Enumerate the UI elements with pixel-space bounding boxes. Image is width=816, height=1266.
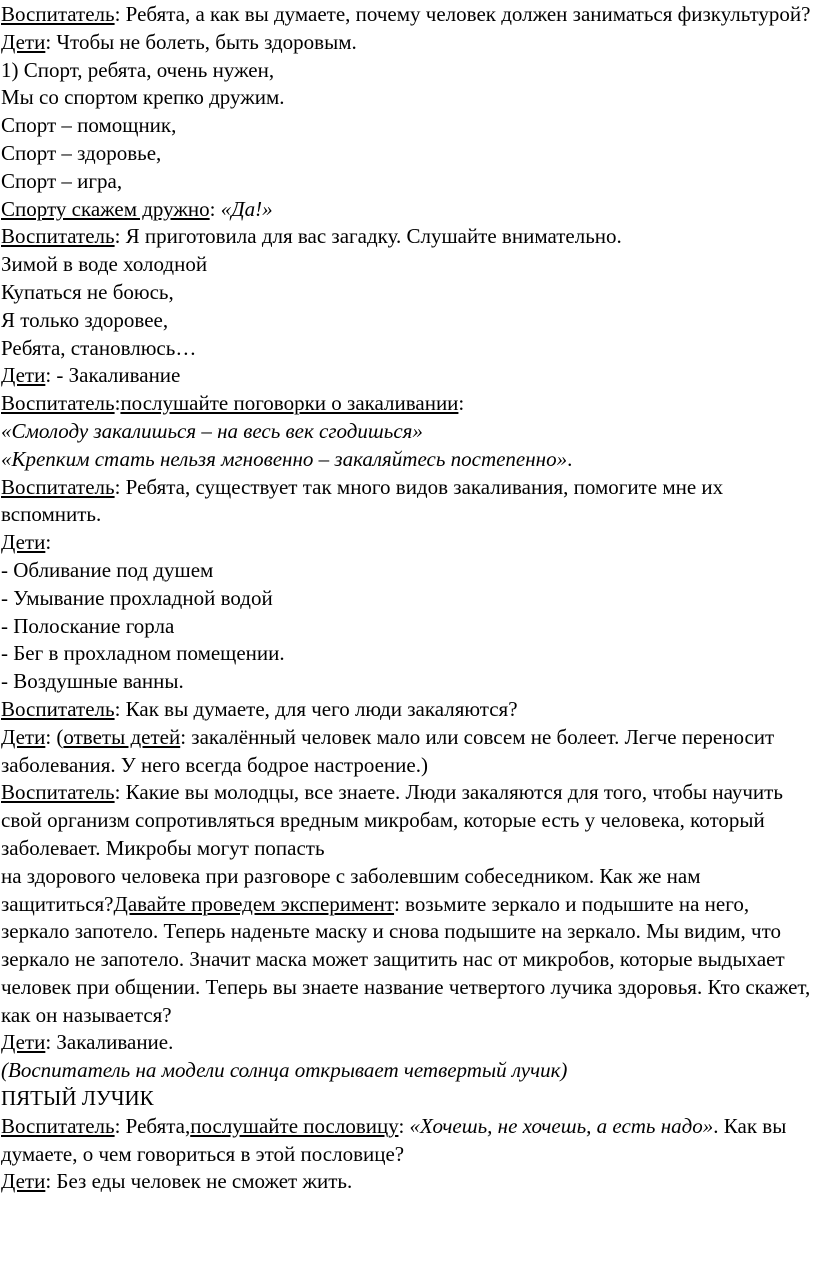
italic-text: (Воспитатель на модели солнца открывает четвертый лучик): [1, 1058, 568, 1083]
paragraph: [1, 29, 813, 57]
text-run: Ребята, становлюсь…: [1, 335, 197, 360]
paragraph: [1, 529, 813, 557]
text-run: - Обливание под душем: [1, 557, 214, 582]
text-run: ПЯТЫЙ ЛУЧИК: [1, 1086, 154, 1111]
underlined-text: Дети: [1, 363, 46, 388]
paragraph: [1, 335, 813, 363]
text-run: : Как вы думаете, для чего люди закаляются?: [114, 696, 518, 721]
text-run: :: [458, 391, 465, 416]
text-run: : Ребята, существует так много видов закаливания, помогите мне их вспомнить.: [1, 474, 724, 527]
underlined-text: Дети: [1, 1030, 46, 1055]
paragraph: [1, 668, 813, 696]
underlined-text: Воспитатель: [1, 474, 115, 499]
text-run: : (: [45, 724, 64, 749]
text-run: - Воздушные ванны.: [1, 669, 184, 694]
paragraph: [1, 251, 813, 279]
paragraph: [1, 779, 813, 862]
text-run: Спорт – игра,: [1, 168, 123, 193]
paragraph: [1, 585, 813, 613]
paragraph: [1, 390, 813, 418]
text-run: - Бег в прохладном помещении.: [1, 641, 285, 666]
paragraph: [1, 1113, 813, 1169]
italic-text: «Крепким стать нельзя мгновенно – закаляйтесь постепенно»: [1, 446, 568, 471]
underlined-text: послушайте поговорки о закаливании: [120, 391, 459, 416]
paragraph: [1, 279, 813, 307]
paragraph: [1, 863, 813, 1030]
text-run: :: [209, 196, 221, 221]
text-run: 1) Спорт, ребята, очень нужен,: [1, 57, 275, 82]
text-run: на здорового человека при разговоре с заболевшим собеседником. Как же нам защититься?: [1, 863, 701, 916]
paragraph: [1, 140, 813, 168]
underlined-text: Воспитатель: [1, 780, 115, 805]
paragraph: [1, 223, 813, 251]
paragraph: [1, 696, 813, 724]
paragraph: [1, 557, 813, 585]
text-run: Мы со спортом крепко дружим.: [1, 85, 285, 110]
underlined-text: Дети: [1, 29, 46, 54]
underlined-text: Дети: [1, 530, 46, 555]
underlined-text: Воспитатель: [1, 696, 115, 721]
text-run: .: [567, 446, 573, 471]
text-run: - Полоскание горла: [1, 613, 175, 638]
underlined-text: Дети: [1, 1169, 46, 1194]
italic-text: «Хочешь, не хочешь, а есть надо»: [409, 1113, 714, 1138]
underlined-text: Воспитатель: [1, 1113, 115, 1138]
paragraph: [1, 1, 813, 29]
underlined-text: ответы детей: [63, 724, 181, 749]
italic-text: «Смолоду закалишься – на весь век сгодишься»: [1, 418, 423, 443]
italic-text: «Да!»: [220, 196, 273, 221]
text-run: : Закаливание.: [45, 1030, 174, 1055]
paragraph: [1, 307, 813, 335]
paragraph: [1, 1029, 813, 1057]
paragraph: [1, 168, 813, 196]
paragraph: [1, 1057, 813, 1085]
paragraph: [1, 1085, 813, 1113]
underlined-text: Дети: [1, 724, 46, 749]
paragraph: [1, 112, 813, 140]
text-run: : возьмите зеркало и подышите на него, зеркало запотело. Теперь наденьте маску и снова подышите на зеркало. Мы видим, что зеркало не запотело. Значит маска может защитить нас от микробов, которые выдыхает человек при общении. Теперь вы знаете название четвертого лучика здоровья. Кто скажет, как он называется?: [1, 891, 811, 1027]
text-run: : закалённый человек мало или совсем не болеет. Легче переносит заболевания. У него всегда бодрое настроение.): [1, 724, 775, 777]
paragraph: [1, 724, 813, 780]
document-body: [1, 1, 813, 1196]
text-run: . Как вы думаете, о чем говориться в этой пословице?: [1, 1113, 787, 1166]
text-run: : Какие вы молодцы, все знаете. Люди закаляются для того, чтобы научить свой организм сопротивляться вредным микробам, которые есть у человека, который заболевает. Микробы могут попасть: [1, 780, 783, 860]
text-run: : Ребята,: [114, 1113, 191, 1138]
text-run: : Ребята, а как вы думаете, почему человек должен заниматься физкультурой?: [114, 2, 811, 26]
text-run: Спорт – помощник,: [1, 113, 177, 138]
paragraph: [1, 84, 813, 112]
paragraph: [1, 613, 813, 641]
paragraph: [1, 446, 813, 474]
text-run: Я только здоровее,: [1, 307, 169, 332]
underlined-text: Воспитатель: [1, 2, 115, 26]
text-run: :: [45, 530, 52, 555]
text-run: :: [398, 1113, 410, 1138]
text-run: Зимой в воде холодной: [1, 252, 208, 277]
paragraph: [1, 196, 813, 224]
paragraph: [1, 1168, 813, 1196]
text-run: : Без еды человек не сможет жить.: [45, 1169, 353, 1194]
paragraph: [1, 57, 813, 85]
text-run: : Чтобы не болеть, быть здоровым.: [45, 29, 357, 54]
text-run: Купаться не боюсь,: [1, 279, 174, 304]
underlined-text: Воспитатель: [1, 391, 115, 416]
text-run: Спорт – здоровье,: [1, 140, 162, 165]
underlined-text: Воспитатель: [1, 224, 115, 249]
paragraph: [1, 474, 813, 530]
paragraph: [1, 640, 813, 668]
paragraph: [1, 362, 813, 390]
text-run: - Умывание прохладной водой: [1, 585, 273, 610]
paragraph: [1, 418, 813, 446]
underlined-text: послушайте пословицу: [190, 1113, 399, 1138]
text-run: : Я приготовила для вас загадку. Слушайте внимательно.: [114, 224, 622, 249]
underlined-text: Давайте проведем эксперимент: [113, 891, 395, 916]
text-run: :: [114, 391, 121, 416]
text-run: : - Закаливание: [45, 363, 181, 388]
underlined-text: Спорту скажем дружно: [1, 196, 210, 221]
